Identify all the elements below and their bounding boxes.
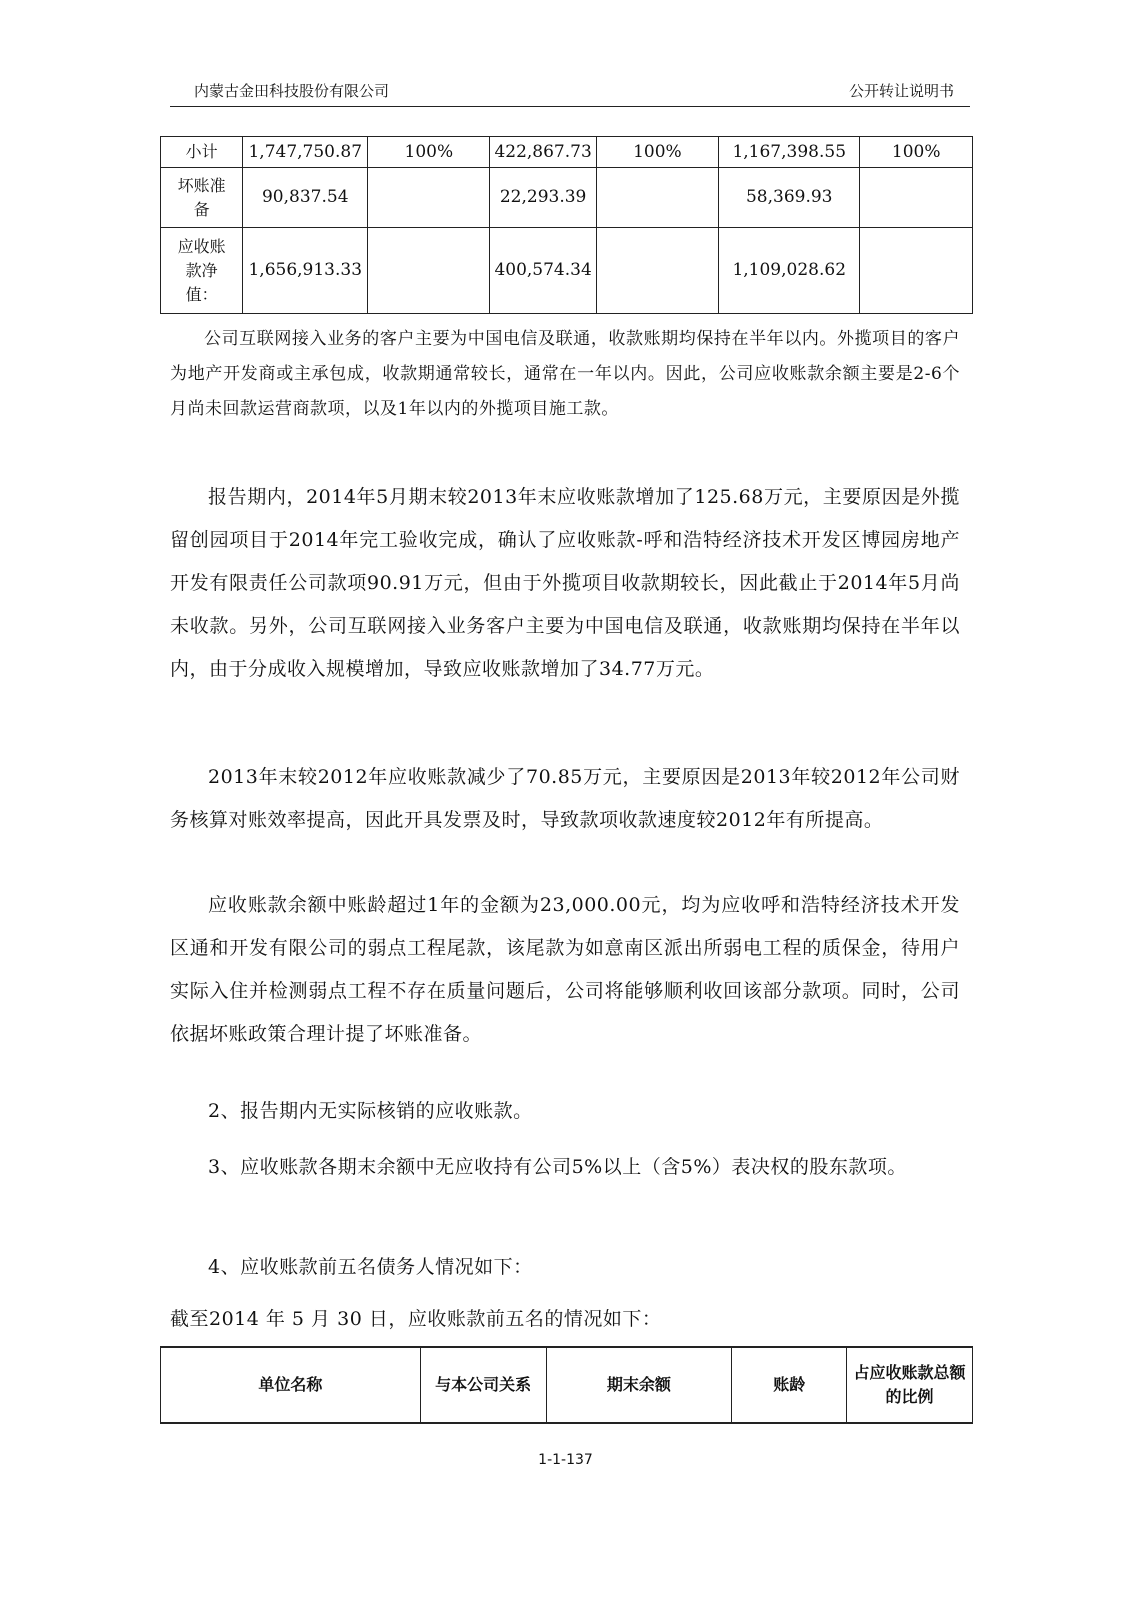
receivables-summary-table [160, 136, 973, 314]
page-header [170, 78, 970, 107]
document-title: 公开转让说明书 [848, 82, 954, 100]
row-label: 小计 [161, 137, 243, 168]
table-cell: 1,747,750.87 [243, 137, 368, 168]
table-cell: 400,574.34 [490, 228, 596, 314]
table-cell: 422,867.73 [490, 137, 596, 168]
paragraph: 报告期内，2014年5月期末较2013年末应收账款增加了125.68万元，主要原因是外揽留创园项目于2014年完工验收完成，确认了应收账款-呼和浩特经济技术开发区博园房地产开发有限责任公司款项90.91万元，但由于外揽项目收款期较长，因此截止于2014年5月尚未收款。另外，公司互联网接入业务客户主要为中国电信及联通，收款账期均保持在半年以内，由于分成收入规模增加，导致应收账款增加了34.77万元。 [170, 486, 960, 680]
table-cell: 100% [860, 137, 973, 168]
paragraph: 2、报告期内无实际核销的应收账款。 [208, 1100, 533, 1122]
paragraph: 公司互联网接入业务的客户主要为中国电信及联通，收款账期均保持在半年以内。外揽项目的客户为地产开发商或主承包成，收款期通常较长，通常在一年以内。因此，公司应收账款余额主要是2-6个月尚未回款运营商款项，以及1年以内的外揽项目施工款。 [170, 329, 960, 419]
table-cell [368, 168, 490, 228]
table-cell: 1,656,913.33 [243, 228, 368, 314]
page-number: 1-1-137 [538, 1452, 593, 1468]
column-header: 与本公司关系 [420, 1347, 546, 1423]
table-cell: 90,837.54 [243, 168, 368, 228]
column-header: 单位名称 [161, 1347, 421, 1423]
table-cell: 1,167,398.55 [719, 137, 860, 168]
paragraph: 应收账款余额中账龄超过1年的金额为23,000.00元，均为应收呼和浩特经济技术开发区通和开发有限公司的弱点工程尾款，该尾款为如意南区派出所弱电工程的质保金，待用户实际入住并检测弱点工程不存在质量问题后，公司将能够顺利收回该部分款项。同时，公司依据坏账政策合理计提了坏账准备。 [170, 894, 960, 1045]
table-cell [860, 168, 973, 228]
table-cell: 58,369.93 [719, 168, 860, 228]
table-cell [368, 228, 490, 314]
table-cell: 22,293.39 [490, 168, 596, 228]
table-cell [596, 168, 718, 228]
table-cell: 100% [368, 137, 490, 168]
top-five-debtors-table [160, 1346, 973, 1424]
paragraph: 2013年末较2012年应收账款减少了70.85万元，主要原因是2013年较2012年公司财务核算对账效率提高，因此开具发票及时，导致款项收款速度较2012年有所提高。 [170, 766, 960, 831]
column-header: 占应收账款总额的比例 [847, 1347, 973, 1423]
paragraph: 截至2014 年 5 月 30 日，应收账款前五名的情况如下： [170, 1308, 662, 1330]
column-header: 期末余额 [546, 1347, 732, 1423]
table-cell: 1,109,028.62 [719, 228, 860, 314]
table-row [161, 137, 973, 168]
column-header: 账龄 [732, 1347, 847, 1423]
table-cell: 100% [596, 137, 718, 168]
row-label: 坏账准备 [161, 168, 243, 228]
paragraph: 3、应收账款各期末余额中无应收持有公司5%以上（含5%）表决权的股东款项。 [208, 1156, 907, 1178]
row-label: 应收账款净值： [161, 228, 243, 314]
table-cell [596, 228, 718, 314]
table-header-row [161, 1347, 973, 1423]
table-row [161, 228, 973, 314]
table-cell [860, 228, 973, 314]
paragraph: 4、应收账款前五名债务人情况如下： [208, 1256, 533, 1278]
company-name: 内蒙古金田科技股份有限公司 [194, 82, 390, 100]
table-row [161, 168, 973, 228]
